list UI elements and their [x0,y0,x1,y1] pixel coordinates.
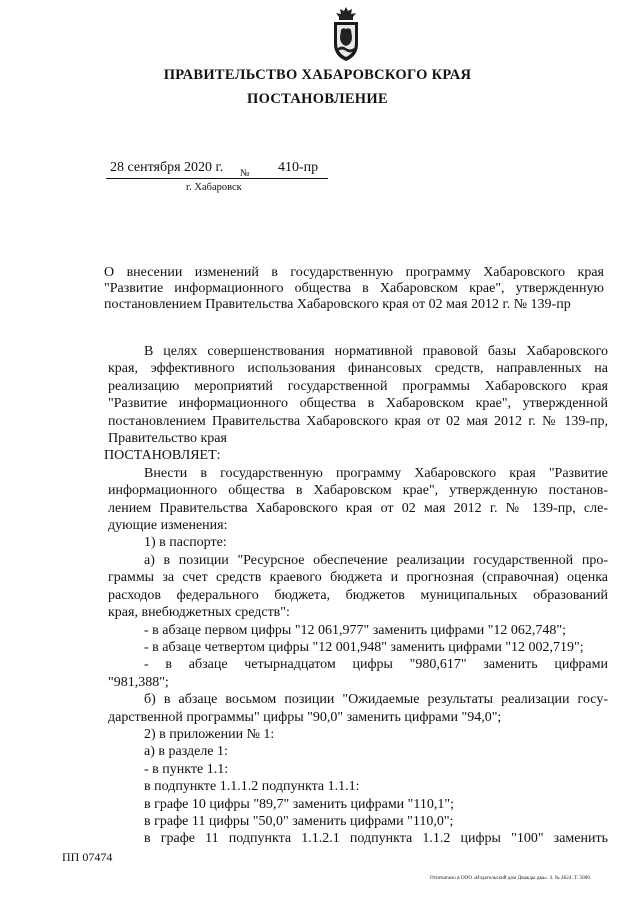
document-body [104,343,608,848]
print-imprint: Отпечатано в ООО «Издательский дом Дважды два». З. № 4624. Т. 5000. [430,876,592,881]
body-line: - в абзаце четвертом цифры "12 001,948" заменить цифрами "12 002,719"; [144,639,584,655]
body-line: 1) в паспорте: [144,535,227,551]
body-line: - в абзаце первом цифры "12 061,977" заменить цифрами "12 062,748"; [144,622,567,638]
body-line: а) в позиции "Ресурсное обеспечение реализации государственной про- [144,552,608,568]
coat-of-arms-emblem [330,6,362,62]
body-line: В целях совершенствования нормативной правовой базы Хабаровского [144,344,608,359]
body-line: ПОСТАНОВЛЯЕТ: [104,448,221,464]
body-line: края, эффективного использования финансовых средств, направленных на [108,361,608,377]
document-date: 28 сентября 2020 г. [110,160,224,175]
body-line: а) в разделе 1: [144,744,228,760]
body-line: - в абзаце четырнадцатом цифры "980,617" заменить цифрами [144,657,608,673]
body-line: Правительство края [108,431,227,447]
document-number: 410-пр [278,160,319,175]
body-line: лением Правительства Хабаровского края от 02 мая 2012 г. № 139-пр, сле- [108,500,608,516]
date-underline [106,178,328,179]
document-subject [104,265,604,313]
body-line: Внести в государственную программу Хабаровского края "Развитие [144,465,608,481]
body-line: граммы за счет средств краевого бюджета и прогнозная (справочная) оценка [108,570,608,586]
body-line: в графе 11 цифры "50,0" заменить цифрами "110,0"; [144,813,454,829]
subject-line: О внесении изменений в государственную программу Хабаровского края [104,265,604,280]
document-type-title: ПОСТАНОВЛЕНИЕ [247,91,388,107]
body-line: дарственной программы" цифры "90,0" заменить цифрами "94,0"; [108,709,502,725]
body-line: реализацию мероприятий государственной программы Хабаровского края [108,378,608,394]
body-line: информационного общества в Хабаровском крае", утвержденную постанов- [108,483,608,499]
body-line: в подпункте 1.1.1.2 подпункта 1.1.1: [144,779,360,795]
body-line: б) в абзаце восьмом позиции "Ожидаемые результаты реализации госу- [144,692,608,708]
body-line: 2) в приложении № 1: [144,726,275,742]
body-line: - в пункте 1.1: [144,761,229,777]
number-sign: № [240,168,250,179]
document-city: г. Хабаровск [186,182,242,193]
body-line: "981,388"; [108,674,169,690]
government-title: ПРАВИТЕЛЬСТВО ХАБАРОВСКОГО КРАЯ [163,67,472,83]
subject-line: постановлением Правительства Хабаровского края от 02 мая 2012 г. № 139-пр [104,297,571,312]
body-line: в графе 11 подпункта 1.1.2.1 подпункта 1.1.2 цифры "100" заменить [144,831,608,847]
body-line: дующие изменения: [108,518,228,534]
body-line: в графе 10 цифры "89,7" заменить цифрами "110,1"; [144,796,454,812]
body-line: расходов федерального бюджета, бюджетов муниципальных образований [108,587,608,603]
body-line: края, внебюджетных средств": [108,605,290,621]
body-line: постановлением Правительства Хабаровского края от 02 мая 2012 г. № 139-пр, [108,413,608,429]
subject-line: "Развитие информационного общества в Хабаровском крае", утвержденную [104,281,604,296]
document-code: ПП 07474 [62,850,113,864]
body-line: "Развитие информационного общества в Хабаровском крае", утвержденной [108,396,608,412]
